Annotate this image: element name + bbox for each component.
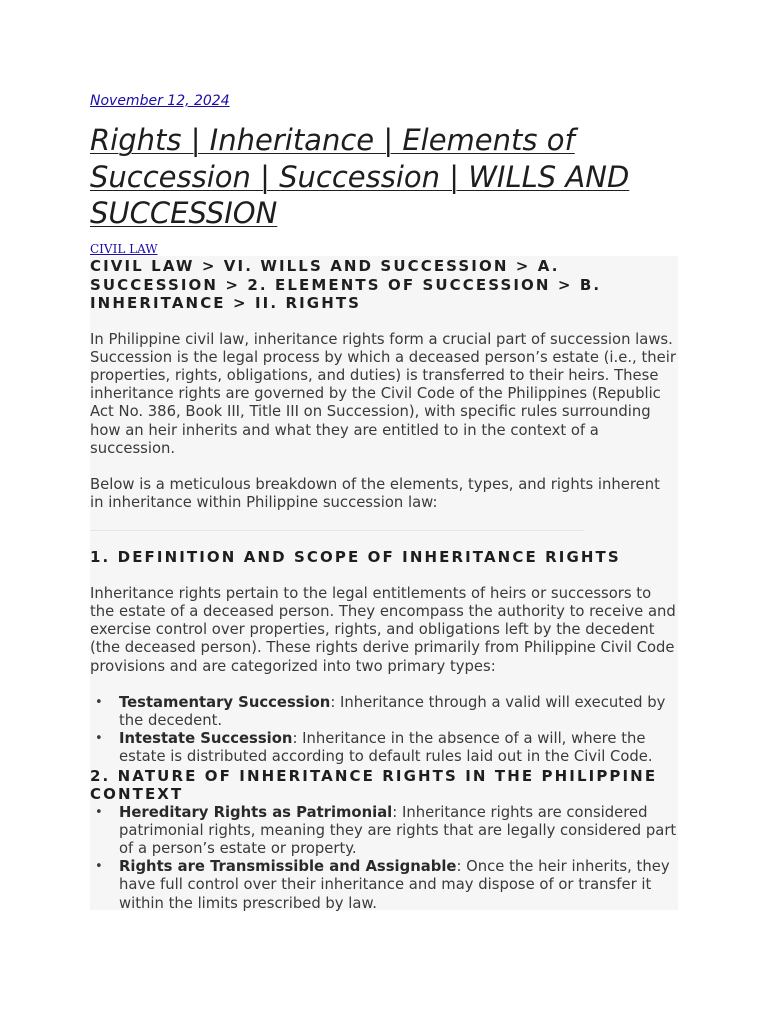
list-item-term: Rights are Transmissible and Assignable: [119, 858, 457, 876]
section-2-list: [90, 804, 678, 913]
list-item: [119, 694, 678, 730]
list-item-text: : Inheritance in the absence of a will, where the estate is distributed according to default rules laid out in the Civil Code.: [119, 730, 653, 766]
intro-paragraph-2: Below is a meticulous breakdown of the elements, types, and rights inherent in inheritance within Philippine succession law:: [90, 475, 660, 512]
post-title[interactable]: Rights | Inheritance | Elements of Succession | Succession | WILLS AND SUCCESSION: [90, 123, 630, 230]
category-link[interactable]: CIVIL LAW: [90, 242, 158, 256]
article-body: [90, 256, 678, 910]
section-1-paragraph: Inheritance rights pertain to the legal entitlements of heirs or successors to the estate of a deceased person. They encompass the authority to receive and exercise control over properties, rights, and obligations left by the decedent (the deceased person). These rights derive primarily from Philippine Civil Code provisions and are categorized into two primary types:: [90, 584, 676, 675]
list-item-term: Testamentary Succession: [119, 693, 331, 711]
section-1-heading: 1. DEFINITION AND SCOPE OF INHERITANCE RIGHTS: [90, 548, 621, 567]
breadcrumb: CIVIL LAW > VI. WILLS AND SUCCESSION > A. SUCCESSION > 2. ELEMENTS OF SUCCESSION > B. INHERITANCE > II. RIGHTS: [90, 257, 602, 312]
list-item-text: : Once the heir inherits, they have full control over their inheritance and may dispose of or transfer it within the limits prescribed by law.: [119, 858, 670, 912]
list-item-text: : Inheritance rights are considered patrimonial rights, meaning they are rights that are legally considered part of a person’s estate or property.: [119, 803, 677, 858]
list-item: [119, 858, 678, 913]
list-item-term: Intestate Succession: [119, 730, 293, 748]
section-2-heading: 2. NATURE OF INHERITANCE RIGHTS IN THE PHILIPPINE CONTEXT: [90, 766, 658, 804]
section-1-list: [90, 694, 678, 767]
list-item-term: Hereditary Rights as Patrimonial: [119, 803, 393, 821]
list-item: [119, 730, 678, 766]
list-item: [119, 804, 678, 859]
post-date-link[interactable]: November 12, 2024: [90, 93, 230, 109]
list-item-text: : Inheritance through a valid will executed by the decedent.: [119, 693, 666, 730]
intro-paragraph-1: In Philippine civil law, inheritance rights form a crucial part of succession laws. Succession is the legal process by which a deceased person’s estate (i.e., their properties, rights, obligations, and duties) is transferred to their heirs. These inheritance rights are governed by the Civil Code of the Philippines (Republic Act No. 386, Book III, Title III on Succession), with specific rules surrounding how an heir inherits and what they are entitled to in the context of a succession.: [90, 330, 676, 457]
